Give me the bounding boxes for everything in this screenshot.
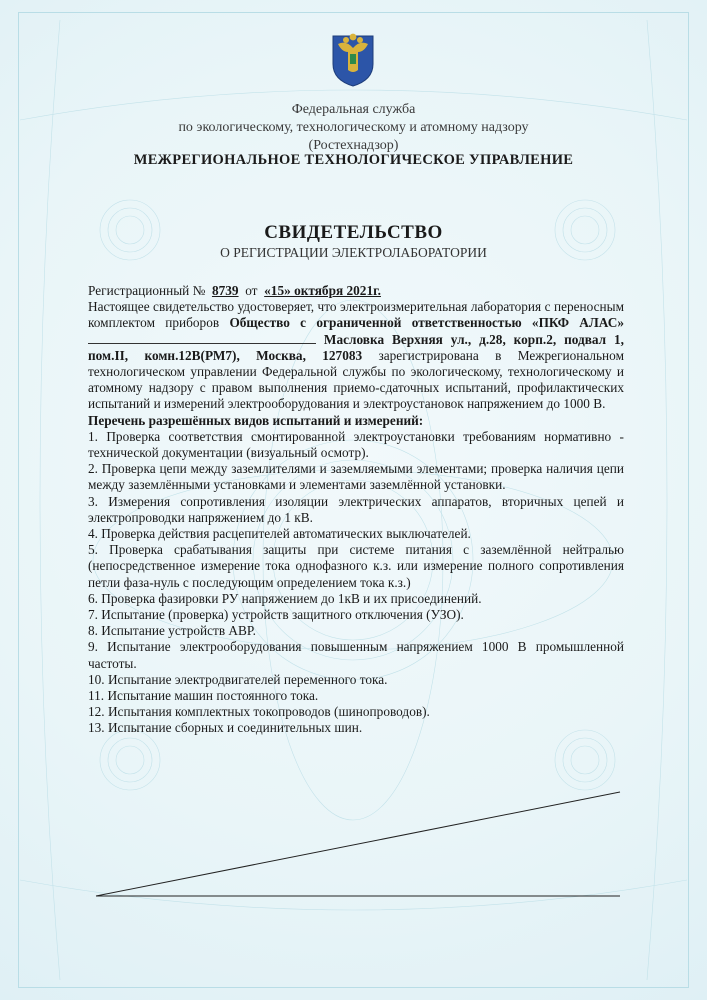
russian-eagle-emblem-icon bbox=[328, 30, 378, 88]
department-name: МЕЖРЕГИОНАЛЬНОЕ ТЕХНОЛОГИЧЕСКОЕ УПРАВЛЕНИЕ bbox=[133, 152, 574, 168]
agency-name-line1: Федеральная служба bbox=[291, 102, 416, 117]
registration-line bbox=[88, 283, 624, 299]
statement-paragraph bbox=[88, 299, 624, 412]
agency-name-line2: по экологическому, технологическому и атомному надзору bbox=[178, 120, 529, 135]
registration-date: «15» октября 2021г. bbox=[264, 283, 381, 298]
tests-list bbox=[88, 429, 624, 737]
certificate-body bbox=[88, 283, 624, 737]
registration-scope-text: зарегистрирована в Межрегиональном технологическом управлении Федеральной службы по экологическому, технологическому и атомному надзору с правом выполнения приемо-сдаточных испытаний, профилактических испытаний и измерений электрооборудования и электроустановок напряжением до 1000 В. bbox=[88, 347, 624, 412]
registration-label: Регистрационный № bbox=[88, 283, 206, 298]
test-list-item: 10. Испытание электродвигателей переменного тока. bbox=[88, 671, 388, 687]
test-list-item: 3. Измерения сопротивления изоляции электрических аппаратов, вторичных цепей и электропроводки напряжением до 1 кВ. bbox=[88, 493, 624, 525]
certificate-subtitle: О РЕГИСТРАЦИИ ЭЛЕКТРОЛАБОРАТОРИИ bbox=[220, 245, 487, 260]
test-list-item: 12. Испытания комплектных токопроводов (шинопроводов). bbox=[88, 704, 430, 720]
blank-fill-line bbox=[88, 333, 316, 344]
organization-name: Общество с ограниченной ответственностью «ПКФ АЛАС» bbox=[229, 315, 624, 331]
test-list-item: 6. Проверка фазировки РУ напряжением до 1кВ и их присоединений. bbox=[88, 590, 482, 606]
statement-intro: Настоящее свидетельство удостоверяет, что электроизмерительная лаборатория с переносным комплектом приборов bbox=[88, 299, 624, 331]
test-list-item: 8. Испытание устройств АВР. bbox=[88, 623, 256, 639]
strikeout-diagonal bbox=[96, 792, 620, 896]
test-list-item: 7. Испытание (проверка) устройств защитного отключения (УЗО). bbox=[88, 607, 464, 623]
test-list-item: 9. Испытание электрооборудования повышенным напряжением 1000 В промышленной частоты. bbox=[88, 639, 624, 671]
tests-list-heading: Перечень разрешённых видов испытаний и измерений: bbox=[88, 412, 424, 428]
test-list-item: 5. Проверка срабатывания защиты при системе питания с заземлённой нейтралью (непосредственное измерение тока однофазного к.з. или измерение полного сопротивления петли фаза-нуль с последующим определением тока к.з.) bbox=[88, 542, 624, 590]
registration-number: 8739 bbox=[211, 283, 239, 298]
agency-abbreviation: (Ростехнадзор) bbox=[308, 138, 399, 153]
test-list-item: 1. Проверка соответствия смонтированной электроустановки требованиям нормативно - технической документации (визуальный осмотр). bbox=[88, 428, 624, 461]
registration-from-label: от bbox=[245, 283, 258, 298]
test-list-item: 2. Проверка цепи между заземлителями и заземляемыми элементами; проверка наличия цепи между заземлёнными установками и элементами заземлённой установки. bbox=[88, 461, 624, 493]
test-list-item: 13. Испытание сборных и соединительных шин. bbox=[88, 720, 363, 736]
test-list-item: 11. Испытание машин постоянного тока. bbox=[88, 688, 319, 704]
certificate-title: СВИДЕТЕЛЬСТВО bbox=[264, 222, 443, 243]
test-list-item: 4. Проверка действия расцепителей автоматических выключателей. bbox=[88, 526, 471, 542]
organization-address: Масловка Верхняя ул., д.28, корп.2, подвал 1, пом.II, комн.12В(РМ7), Москва, 127083 bbox=[88, 331, 625, 363]
